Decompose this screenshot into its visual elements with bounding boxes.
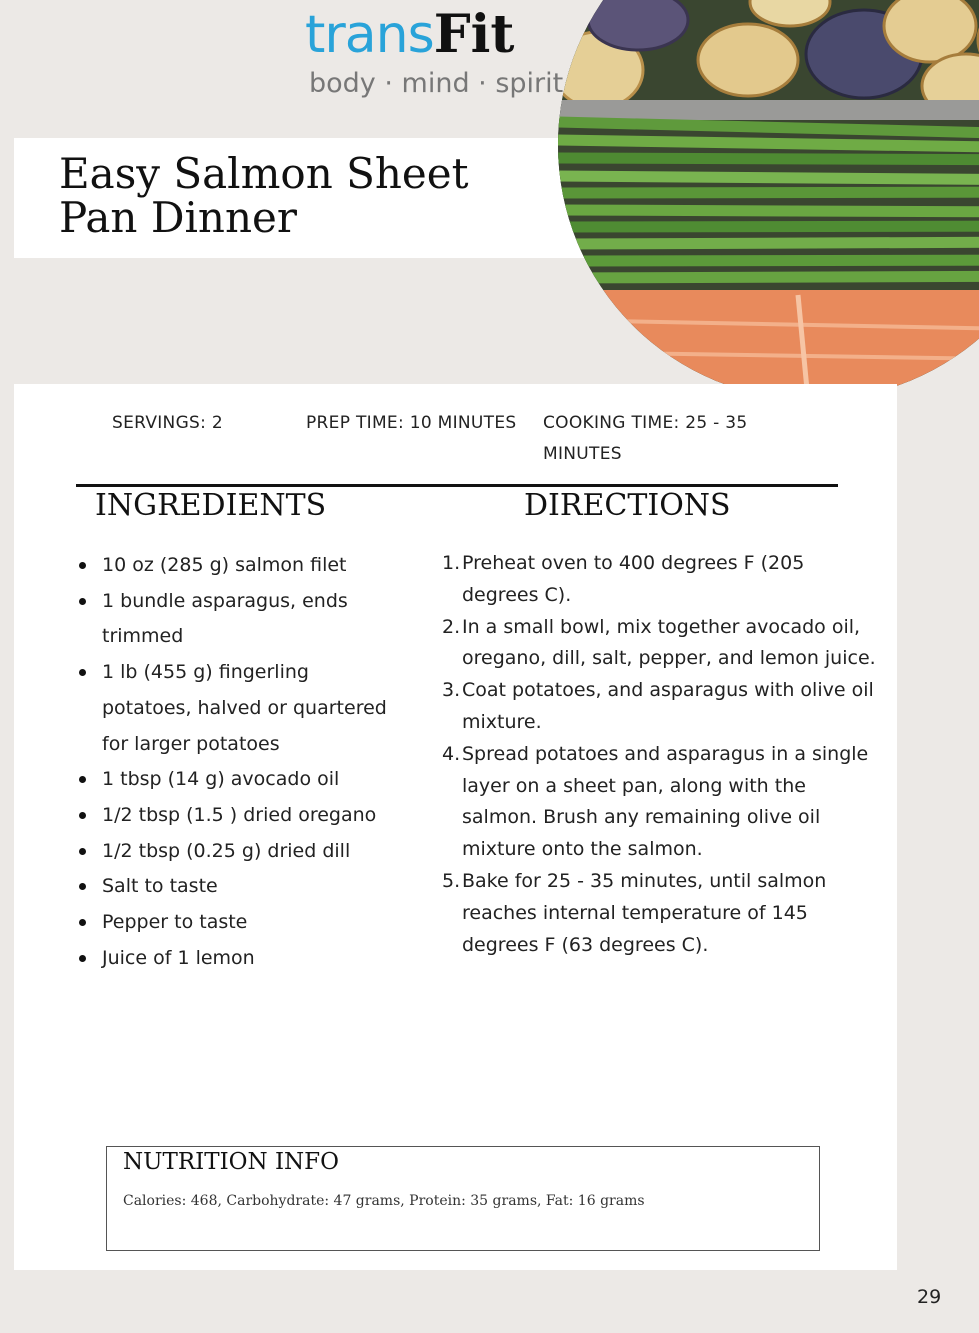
section-divider (76, 484, 838, 487)
page-number: 29 (917, 1286, 942, 1308)
step-text: Bake for 25 - 35 minutes, until salmon reaches internal temperature of 145 degrees F (63 degrees C). (462, 869, 827, 956)
ingredient-item: 1/2 tbsp (0.25 g) dried dill (102, 834, 392, 870)
brand-logo (305, 6, 575, 106)
step-number: 1. (442, 552, 461, 574)
step-text: Spread potatoes and asparagus in a single layer on a sheet pan, along with the salmon. Brush any remaining olive oil mixture onto the salmon. (462, 742, 869, 861)
sheet-pan-illustration (558, 0, 979, 400)
ingredient-item: 1/2 tbsp (1.5 ) dried oregano (102, 798, 392, 834)
step-text: Coat potatoes, and asparagus with olive oil mixture. (462, 679, 874, 733)
food-photo (558, 0, 979, 400)
servings: SERVINGS: 2 (112, 413, 223, 433)
ingredient-item: Salt to taste (102, 869, 392, 905)
potatoes (558, 0, 979, 120)
logo-tagline: body · mind · spirit (309, 68, 564, 99)
step-number: 3. (442, 679, 461, 702)
step-text: In a small bowl, mix together avocado oil, oregano, dill, salt, pepper, and lemon juice. (462, 615, 876, 670)
step-number: 2. (442, 615, 461, 638)
step-number: 4. (442, 742, 461, 765)
direction-step (442, 548, 877, 612)
ingredient-item: 1 bundle asparagus, ends trimmed (102, 584, 392, 655)
cooking-time: COOKING TIME: 25 - 35 MINUTES (543, 413, 748, 464)
prep-time: PREP TIME: 10 MINUTES (306, 413, 517, 433)
nutrition-box (106, 1146, 820, 1251)
ingredient-item: 10 oz (285 g) salmon filet (102, 548, 392, 584)
direction-step (442, 675, 877, 739)
ingredient-item: Juice of 1 lemon (102, 941, 392, 977)
directions-heading: DIRECTIONS (524, 488, 731, 523)
title-banner (14, 138, 594, 258)
step-text: Preheat oven to 400 degrees F (205 degrees C). (462, 552, 805, 606)
ingredients-heading: INGREDIENTS (95, 488, 327, 523)
logo-wordmark: transFit (305, 4, 515, 65)
ingredient-item: 1 lb (455 g) fingerling potatoes, halved or quartered for larger potatoes (102, 655, 392, 762)
ingredients-list (102, 548, 392, 976)
nutrition-heading: NUTRITION INFO (123, 1149, 339, 1175)
nutrition-text: Calories: 468, Carbohydrate: 47 grams, Protein: 35 grams, Fat: 16 grams (123, 1193, 645, 1209)
recipe-card (14, 384, 897, 1270)
direction-step (442, 612, 877, 676)
step-number: 5. (442, 869, 461, 892)
directions-list (442, 548, 877, 961)
ingredient-item: 1 tbsp (14 g) avocado oil (102, 762, 392, 798)
direction-step (442, 739, 877, 866)
recipe-title: Easy Salmon Sheet Pan Dinner (59, 149, 469, 242)
direction-step (442, 866, 877, 961)
ingredient-item: Pepper to taste (102, 905, 392, 941)
